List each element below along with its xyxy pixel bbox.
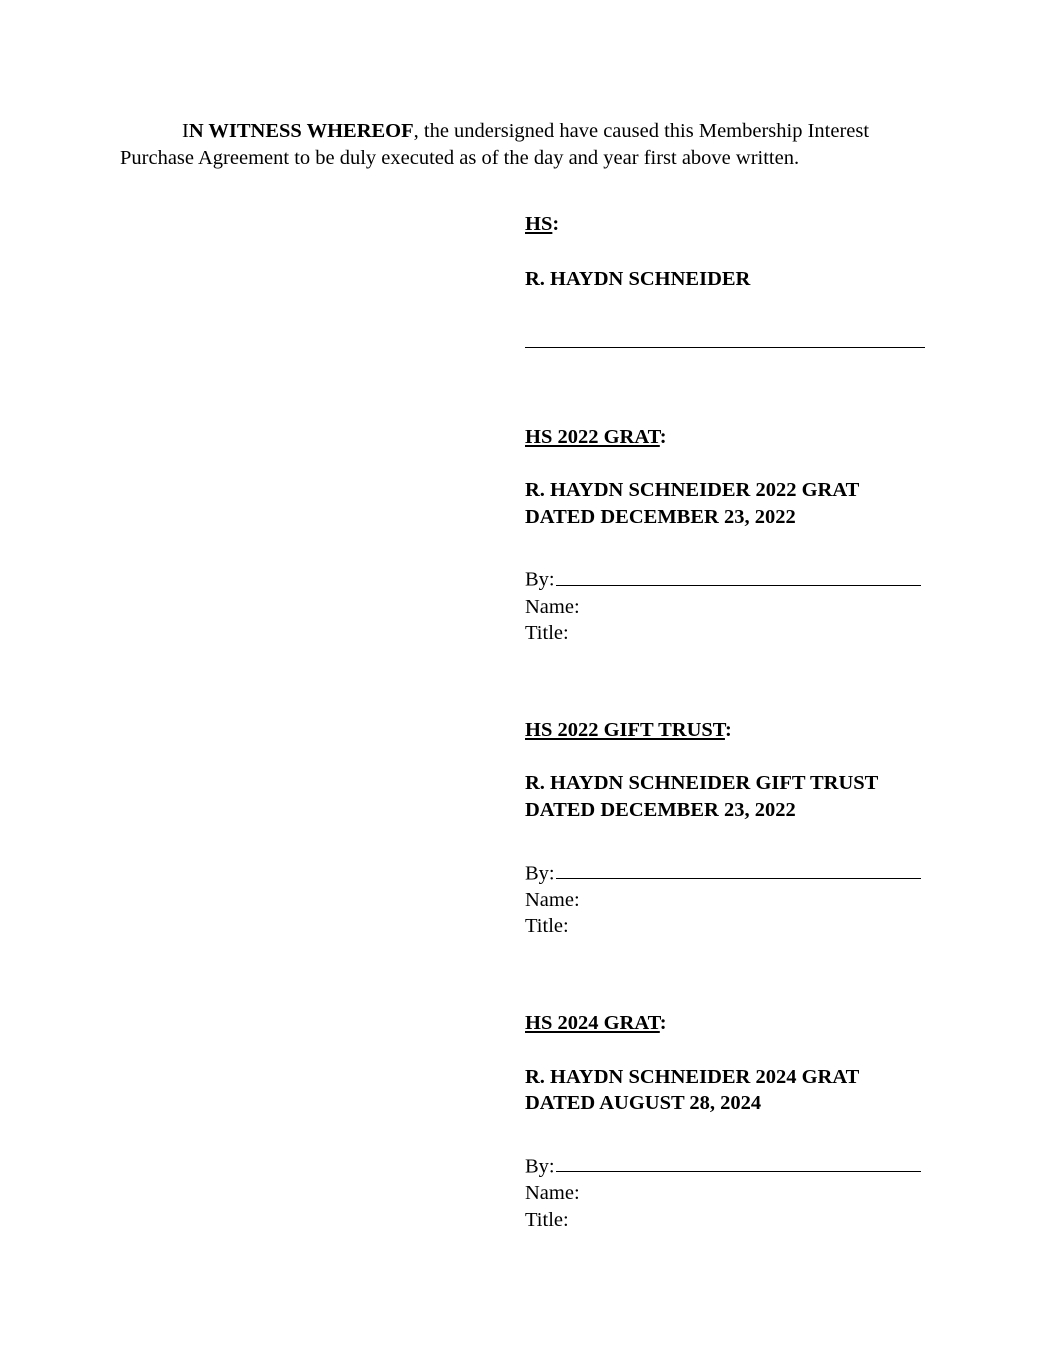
title-label: Title: <box>525 622 569 645</box>
name-label: Name: <box>525 1182 580 1205</box>
party-date-line: DATED AUGUST 28, 2024 <box>525 1092 762 1115</box>
by-label: By: <box>525 568 555 591</box>
signature-block-heading <box>525 211 935 238</box>
signature-block-heading-label: HS <box>525 213 553 236</box>
name-label: Name: <box>525 888 580 911</box>
signature-block-heading <box>525 424 935 451</box>
document-body <box>120 118 935 1233</box>
by-signature-fill <box>556 1153 921 1172</box>
signature-block-heading-colon: : <box>659 425 667 448</box>
signature-block-heading-colon: : <box>552 213 560 236</box>
signature-block-heading <box>525 717 935 744</box>
party-name-line: R. HAYDN SCHNEIDER GIFT TRUST <box>525 772 879 795</box>
witness-lead-bold: N WITNESS WHEREOF <box>188 120 414 142</box>
witness-line2: Purchase Agreement to be duly executed as of the day and year first above written. <box>120 146 800 169</box>
by-label: By: <box>525 862 555 885</box>
party-name-line: R. HAYDN SCHNEIDER 2022 GRAT <box>525 479 860 502</box>
signature-block-heading <box>525 1010 935 1037</box>
witness-lead-small: I <box>182 120 189 142</box>
signature-block-heading-label: HS 2024 GRAT <box>525 1012 660 1035</box>
party-date-line: DATED DECEMBER 23, 2022 <box>525 799 796 822</box>
title-label: Title: <box>525 1208 569 1231</box>
witness-paragraph <box>120 118 935 171</box>
signature-block-heading-colon: : <box>659 1012 667 1035</box>
signature-block-heading-label: HS 2022 GRAT <box>525 425 660 448</box>
signature-block-hs-2024-grat <box>525 1010 935 1233</box>
title-label: Title: <box>525 915 569 938</box>
signature-block-hs <box>525 211 935 347</box>
signature-block-heading-colon: : <box>724 718 732 741</box>
signature-block-heading-label: HS 2022 GIFT TRUST <box>525 718 725 741</box>
party-name-line: R. HAYDN SCHNEIDER 2024 GRAT <box>525 1065 860 1088</box>
witness-rest-line1: , the undersigned have caused this Membership Interest <box>413 120 870 142</box>
by-signature-fill <box>556 566 921 585</box>
by-line <box>525 1153 935 1180</box>
by-line <box>525 566 935 593</box>
by-label: By: <box>525 1155 555 1178</box>
name-label: Name: <box>525 595 580 618</box>
by-signature-fill <box>556 860 921 879</box>
by-line <box>525 860 935 887</box>
signature-block-hs-2022-gift-trust <box>525 717 935 940</box>
signature-block-hs-2022-grat <box>525 424 935 647</box>
party-date-line: DATED DECEMBER 23, 2022 <box>525 505 796 528</box>
party-name-line: R. HAYDN SCHNEIDER <box>525 267 751 290</box>
